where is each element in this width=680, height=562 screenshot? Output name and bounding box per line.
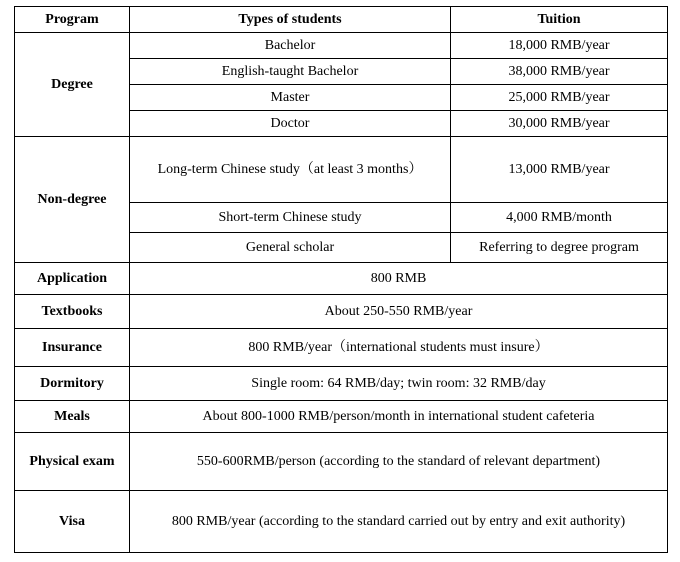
tuition-cell: Referring to degree program [451,233,668,263]
table-row [15,491,668,553]
student-type-cell: Master [130,85,451,111]
fee-label: Visa [15,491,130,553]
fee-value: About 250-550 RMB/year [130,295,668,329]
fee-label: Physical exam [15,433,130,491]
header-row [15,7,668,33]
fee-label: Application [15,263,130,295]
tuition-cell: 38,000 RMB/year [451,59,668,85]
fee-value: 800 RMB/year (according to the standard carried out by entry and exit authority) [130,491,668,553]
fee-value: 550-600RMB/person (according to the standard of relevant department) [130,433,668,491]
header-program: Program [15,7,130,33]
fee-label: Meals [15,401,130,433]
fee-label: Insurance [15,329,130,367]
table-row [15,367,668,401]
table-row [15,263,668,295]
nondegree-label: Non-degree [15,137,130,263]
tuition-cell: 4,000 RMB/month [451,203,668,233]
table-row [15,137,668,203]
table-row [15,33,668,59]
header-types: Types of students [130,7,451,33]
header-tuition: Tuition [451,7,668,33]
student-type-cell: General scholar [130,233,451,263]
student-type-cell: Bachelor [130,33,451,59]
student-type-cell: English-taught Bachelor [130,59,451,85]
tuition-cell: 25,000 RMB/year [451,85,668,111]
student-type-cell: Long-term Chinese study（at least 3 months） [130,137,451,203]
student-type-cell: Doctor [130,111,451,137]
fee-value: Single room: 64 RMB/day; twin room: 32 RMB/day [130,367,668,401]
fee-label: Textbooks [15,295,130,329]
fee-value: 800 RMB [130,263,668,295]
student-type-cell: Short-term Chinese study [130,203,451,233]
table-row [15,295,668,329]
fee-value: About 800-1000 RMB/person/month in international student cafeteria [130,401,668,433]
fees-table [14,6,668,553]
tuition-cell: 18,000 RMB/year [451,33,668,59]
tuition-cell: 30,000 RMB/year [451,111,668,137]
fee-label: Dormitory [15,367,130,401]
table-row [15,401,668,433]
degree-label: Degree [15,33,130,137]
table-row [15,329,668,367]
fee-value: 800 RMB/year（international students must insure） [130,329,668,367]
table-row [15,433,668,491]
tuition-cell: 13,000 RMB/year [451,137,668,203]
